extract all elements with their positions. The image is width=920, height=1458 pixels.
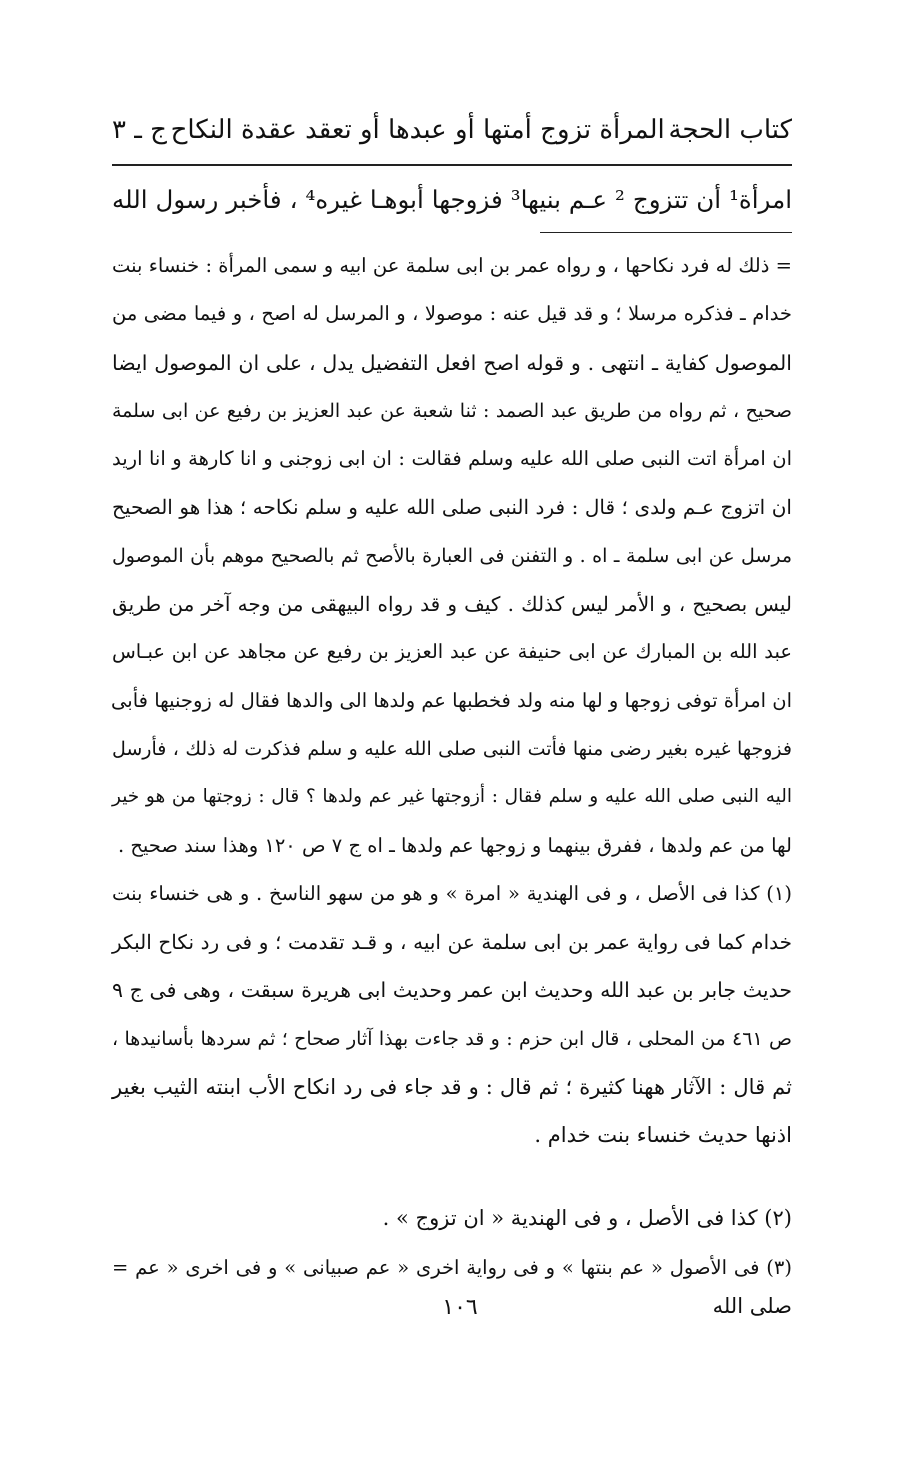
note-line: = ذلك له فرد نكاحها ، و رواه عمر بن ابى سلمة عن ابيه و سمى المرأة : خنساء بنت bbox=[112, 254, 792, 277]
page-number: ١٠٦ bbox=[442, 1295, 478, 1320]
chapter-title: المرأة تزوج أمتها أو عبدها أو تعقد عقدة النكاح bbox=[170, 115, 665, 145]
footnote-1-line: اذنها حديث خنساء بنت خدام . bbox=[534, 1123, 792, 1148]
footnote-3: (٣) فى الأصول « عم بنتها » و فى رواية اخرى « عم صبيانى » و فى اخرى « عم = bbox=[112, 1256, 792, 1279]
note-line: مرسل عن ابى سلمة ـ اه . و التفنن فى العبارة بالأصح ثم بالصحيح موهم بأن الموصول bbox=[112, 544, 792, 567]
note-line: صحيح ، ثم رواه من طريق عبد الصمد : ثنا شعبة عن عبد العزيز بن رفيع عن ابى سلمة bbox=[112, 399, 792, 422]
running-header bbox=[112, 108, 792, 152]
note-line: فزوجها غيره بغير رضى منها فأتت النبى صلى الله عليه و سلم فذكرت له ذلك ، فأرسل bbox=[112, 737, 792, 760]
footnote-1-line: (١) كذا فى الأصل ، و فى الهندية « امرة » و هو من سهو الناسخ . و هى خنساء بنت bbox=[112, 881, 792, 905]
note-line: اليه النبى صلى الله عليه و سلم فقال : أزوجتها غير عم ولدها ؟ قال : زوجتها من هو خير bbox=[112, 786, 792, 808]
header-rule bbox=[112, 164, 792, 166]
footnote-separator bbox=[540, 232, 792, 233]
note-line: ان امرأة اتت النبى صلى الله عليه وسلم فقالت : ان ابى زوجنى و انا كارهة و انا اريد bbox=[112, 447, 792, 471]
footnote-1-line: ثم قال : الآثار ههنا كثيرة ؛ ثم قال : و قد جاء فى رد انكاح الأب ابنته الثيب بغير bbox=[112, 1075, 792, 1100]
book-title: كتاب الحجة bbox=[668, 115, 792, 145]
footnote-1-line: حديث جابر بن عبد الله وحديث ابن عمر وحديث ابى هريرة سبقت ، وهى فى ج ٩ bbox=[112, 978, 792, 1003]
note-line: ليس بصحيح ، و الأمر ليس كذلك . كيف و قد رواه البيهقى من وجه آخر من طريق bbox=[112, 592, 792, 617]
note-line: ان اتزوج عـم ولدى ؛ قال : فرد النبى صلى الله عليه و سلم نكاحه ؛ هذا هو الصحيح bbox=[112, 495, 792, 520]
footnote-1-line: خدام كما فى رواية عمر بن ابى سلمة عن ابيه ، و قـد تقدمت ؛ و فى رد نكاح البكر bbox=[112, 930, 792, 955]
footnote-1-line: ص ٤٦١ من المحلى ، قال ابن حزم : و قد جاءت بهذا آثار صحاح ؛ ثم سردها بأسانيدها ، bbox=[112, 1027, 793, 1050]
note-line: عبد الله بن المبارك عن ابى حنيفة عن عبد العزيز بن رفيع عن مجاهد عن ابن عبـاس bbox=[112, 640, 792, 664]
volume-number: ج ـ ٣ bbox=[112, 115, 167, 145]
note-line: خدام ـ فذكره مرسلا ؛ و قد قيل عنه : موصولا ، و المرسل له اصح ، و فيما مضى من bbox=[112, 302, 792, 326]
trailing-text: صلى الله bbox=[712, 1294, 792, 1318]
note-line: ان امرأة توفى زوجها و لها منه ولد فخطبها عم ولدها الى والدها فقال له زوجنيها فأبى bbox=[111, 688, 792, 712]
footnote-2: (٢) كذا فى الأصل ، و فى الهندية « ان تزوج » . bbox=[382, 1206, 792, 1230]
note-line: لها من عم ولدها ، ففرق بينهما و زوجها عم ولدها ـ اه ج ٧ ص ١٢٠ وهذا سند صحيح . bbox=[117, 833, 792, 857]
footnotes-block bbox=[112, 1193, 792, 1293]
notes-block bbox=[112, 242, 792, 1160]
main-text-line: امرأة¹ أن تتزوج ² عـم بنيها³ فزوجها أبوهـا غيره⁴ ، فأخبر رسول الله bbox=[112, 185, 792, 214]
note-line: الموصول كفاية ـ انتهى . و قوله اصح افعل التفضيل يدل ، على ان الموصول ايضا bbox=[112, 350, 792, 375]
